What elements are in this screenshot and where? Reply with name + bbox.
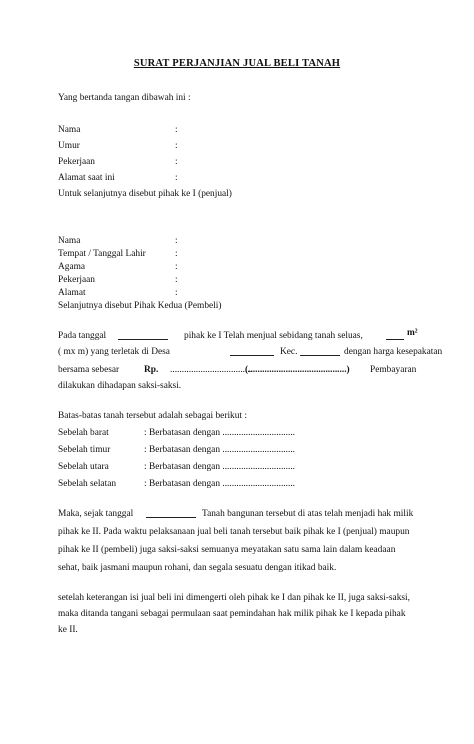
party2-colon: : [175,236,178,246]
border-side-west: Sebelah barat [58,428,109,438]
price-rp: Rp. [144,365,159,375]
price-words: (..........................................) [245,365,350,375]
document-title: SURAT PERJANJIAN JUAL BELI TANAH [133,58,341,69]
party2-field-job: Pekerjaan [58,275,95,285]
party1-closing: Untuk selanjutnya disebut pihak ke I (penjual) [58,189,232,199]
area-blank [386,331,404,340]
party2-field-address: Alamat [58,288,86,298]
border-side-east: Sebelah timur [58,445,111,455]
date-blank [118,331,168,340]
sale-line-3a: bersama sebesar [58,365,120,375]
sale-line-3-end: Pembayaran [370,365,417,375]
signing-line-3: ke II. [58,625,78,635]
signing-line-1: setelah keterangan isi jual beli ini dimengerti oleh pihak ke I dan pihak ke II, juga saksi-saksi, [58,593,410,603]
price-dots: ................................... [170,365,253,375]
ownership-line-4: sehat, baik jasmani maupun rohani, dan segala sesuatu dengan itikad baik. [58,563,337,573]
district-blank [300,347,340,356]
ownership-line-1a: Maka, sejak tanggal [58,509,134,519]
ownership-line-3: pihak ke II (pembeli) juga saksi-saksi semuanya meyatakan satu sama lain dalam keadaan [58,545,396,555]
border-side-north: Sebelah utara [58,462,109,472]
intro-text: Yang bertanda tangan dibawah ini : [58,93,191,103]
party1-colon: : [175,173,178,183]
border-text-east: : Berbatasan dengan ............................... [144,445,296,455]
borders-heading: Batas-batas tanah tersebut adalah sebagai berikut : [58,411,247,421]
party1-colon: : [175,141,178,151]
sale-line-4: dilakukan dihadapan saksi-saksi. [58,381,182,391]
party2-closing: Selanjutnya disebut Pihak Kedua (Pembeli) [58,301,222,311]
party1-field-job: Pekerjaan [58,157,95,167]
ownership-line-1b: Tanah bangunan tersebut di atas telah menjadi hak milik [202,509,414,519]
party2-colon: : [175,262,178,272]
party1-colon: : [175,157,178,167]
border-text-north: : Berbatasan dengan ............................... [144,462,296,472]
border-text-west: : Berbatasan dengan ............................... [144,428,296,438]
sale-line-2b: Kec. [280,347,298,357]
party2-colon: : [175,249,178,259]
ownership-line-2: pihak ke II. Pada waktu pelaksanaan jual beli tanah tersebut baik pihak ke I (penjual) maupun [58,527,410,537]
party2-field-name: Nama [58,236,81,246]
area-unit: m² [407,328,418,338]
sale-line-1a: Pada tanggal [58,331,107,341]
party2-field-birth: Tempat / Tanggal Lahir [58,249,146,259]
sale-line-1b: pihak ke I Telah menjual sebidang tanah seluas, [184,331,363,341]
signing-line-2: maka ditanda tangani sebagai permulaan saat pemindahan hak milik pihak ke I kepada pihak [58,609,406,619]
party1-field-age: Umur [58,141,80,151]
party2-field-religion: Agama [58,262,86,272]
party1-colon: : [175,125,178,135]
village-blank [230,347,274,356]
sale-line-2a: ( mx m) yang terletak di Desa [58,347,170,357]
sale-line-2c: dengan harga kesepakatan [344,347,443,357]
party2-colon: : [175,288,178,298]
party2-colon: : [175,275,178,285]
party1-field-name: Nama [58,125,81,135]
border-text-south: : Berbatasan dengan ............................... [144,479,296,489]
party1-field-address: Alamat saat ini [58,173,115,183]
ownership-date-blank [146,509,196,518]
border-side-south: Sebelah selatan [58,479,117,489]
